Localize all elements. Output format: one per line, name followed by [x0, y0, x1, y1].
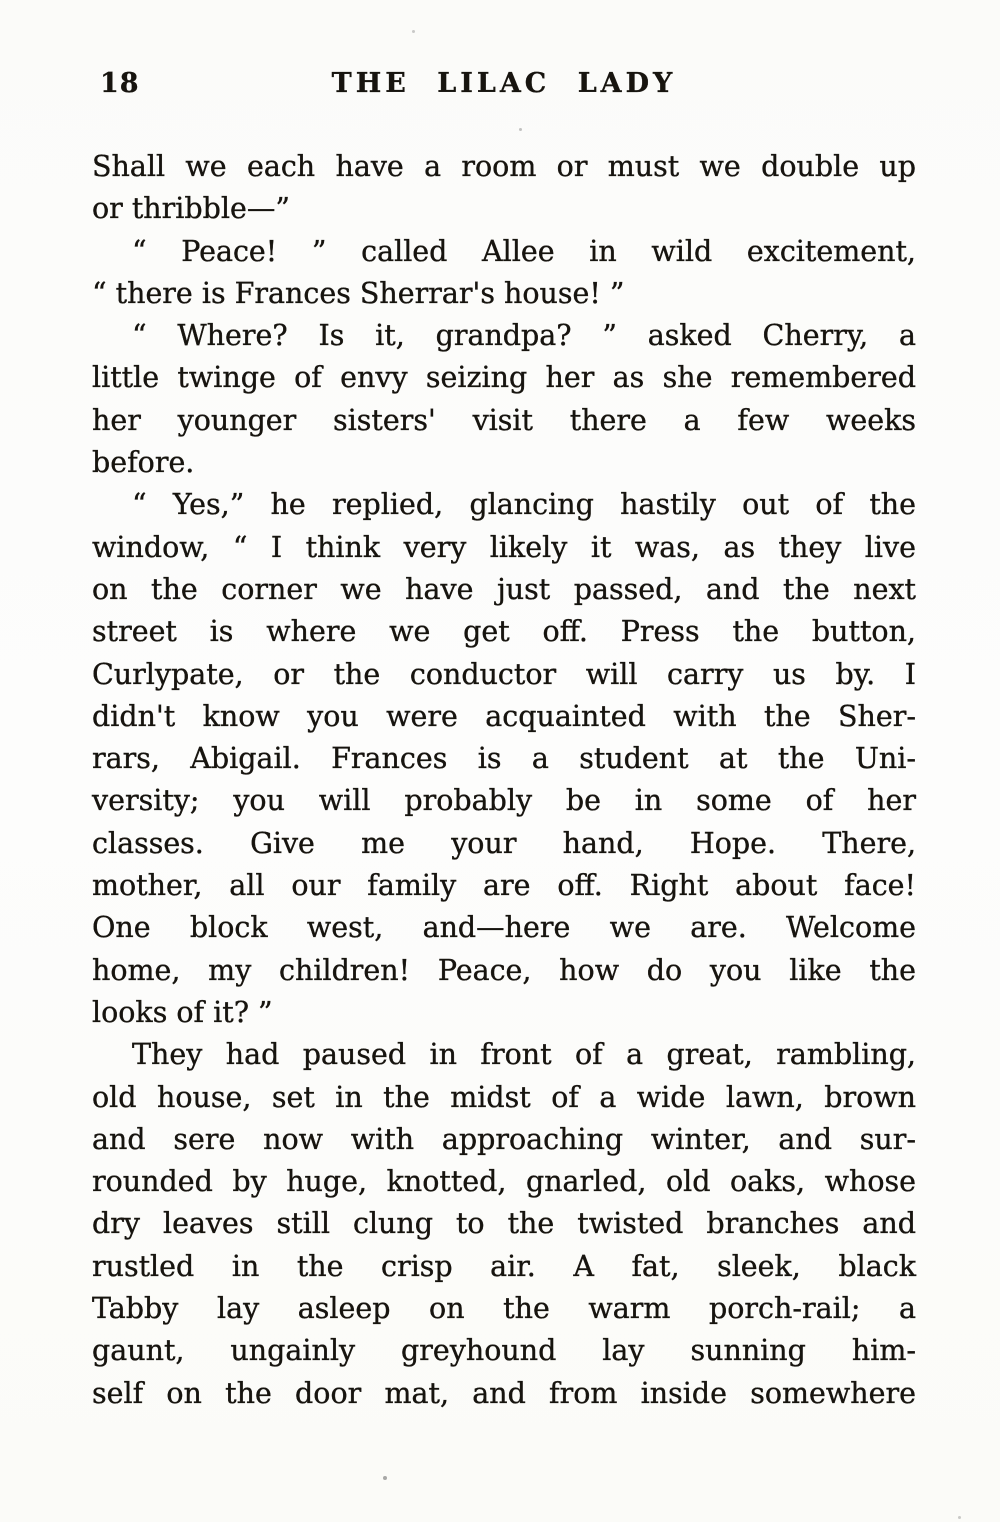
- text-line: classes. Give me your hand, Hope. There,: [92, 826, 916, 860]
- text-line: “ Yes,” he replied, glancing hastily out of the: [132, 488, 916, 522]
- text-line: Shall we each have a room or must we double up: [92, 150, 916, 183]
- text-line: old house, set in the midst of a wide lawn, brown: [92, 1080, 916, 1114]
- text-line: and sere now with approaching winter, and sur-: [92, 1122, 916, 1156]
- running-title: THE LILAC LADY: [331, 68, 677, 99]
- paragraph: [92, 146, 916, 231]
- text-line: rounded by huge, knotted, gnarled, old oaks, whose: [92, 1165, 916, 1199]
- text-line: “ Where? Is it, grandpa? ” asked Cherry, a: [132, 319, 916, 353]
- page-header: [92, 68, 916, 104]
- text-line: looks of it? ”: [92, 995, 273, 1029]
- page-number: 18: [100, 68, 140, 99]
- text-line: Tabby lay asleep on the warm porch-rail; a: [92, 1292, 916, 1326]
- text-line: mother, all our family are off. Right about face!: [92, 869, 916, 903]
- paragraph: [92, 1034, 916, 1415]
- text-line: street is where we get off. Press the button,: [92, 615, 916, 649]
- scan-speck: [519, 128, 522, 131]
- text-line: rars, Abigail. Frances is a student at the Uni-: [92, 742, 916, 776]
- text-line: “ there is Frances Sherrar's house! ”: [92, 276, 625, 310]
- text-line: window, “ I think very likely it was, as they live: [92, 530, 916, 564]
- text-line: They had paused in front of a great, rambling,: [132, 1038, 916, 1072]
- text-line: her younger sisters' visit there a few weeks: [92, 403, 916, 437]
- text-line: rustled in the crisp air. A fat, sleek, black: [92, 1249, 916, 1283]
- scan-speck: [958, 1516, 961, 1519]
- paragraph: [92, 231, 916, 316]
- text-line: didn't know you were acquainted with the Sher-: [92, 699, 916, 733]
- text-line: gaunt, ungainly greyhound lay sunning him-: [92, 1334, 916, 1368]
- text-line: on the corner we have just passed, and the next: [92, 572, 916, 606]
- scan-speck: [412, 30, 415, 33]
- text-line: home, my children! Peace, how do you like the: [92, 953, 916, 987]
- scan-speck: [383, 1476, 387, 1480]
- text-line: One block west, and—here we are. Welcome: [92, 911, 916, 945]
- text-line: self on the door mat, and from inside somewhere: [92, 1376, 916, 1410]
- text-line: or thribble—”: [92, 192, 290, 226]
- paragraph: [92, 484, 916, 1034]
- paragraph: [92, 315, 916, 484]
- text-line: before.: [92, 446, 195, 480]
- text-line: little twinge of envy seizing her as she remembered: [92, 361, 916, 395]
- text-line: dry leaves still clung to the twisted branches and: [92, 1207, 916, 1241]
- text-line: “ Peace! ” called Allee in wild excitement,: [132, 234, 916, 268]
- text-line: Curlypate, or the conductor will carry us by. I: [92, 657, 916, 691]
- text-line: versity; you will probably be in some of her: [92, 784, 916, 818]
- text-block: [92, 146, 916, 1415]
